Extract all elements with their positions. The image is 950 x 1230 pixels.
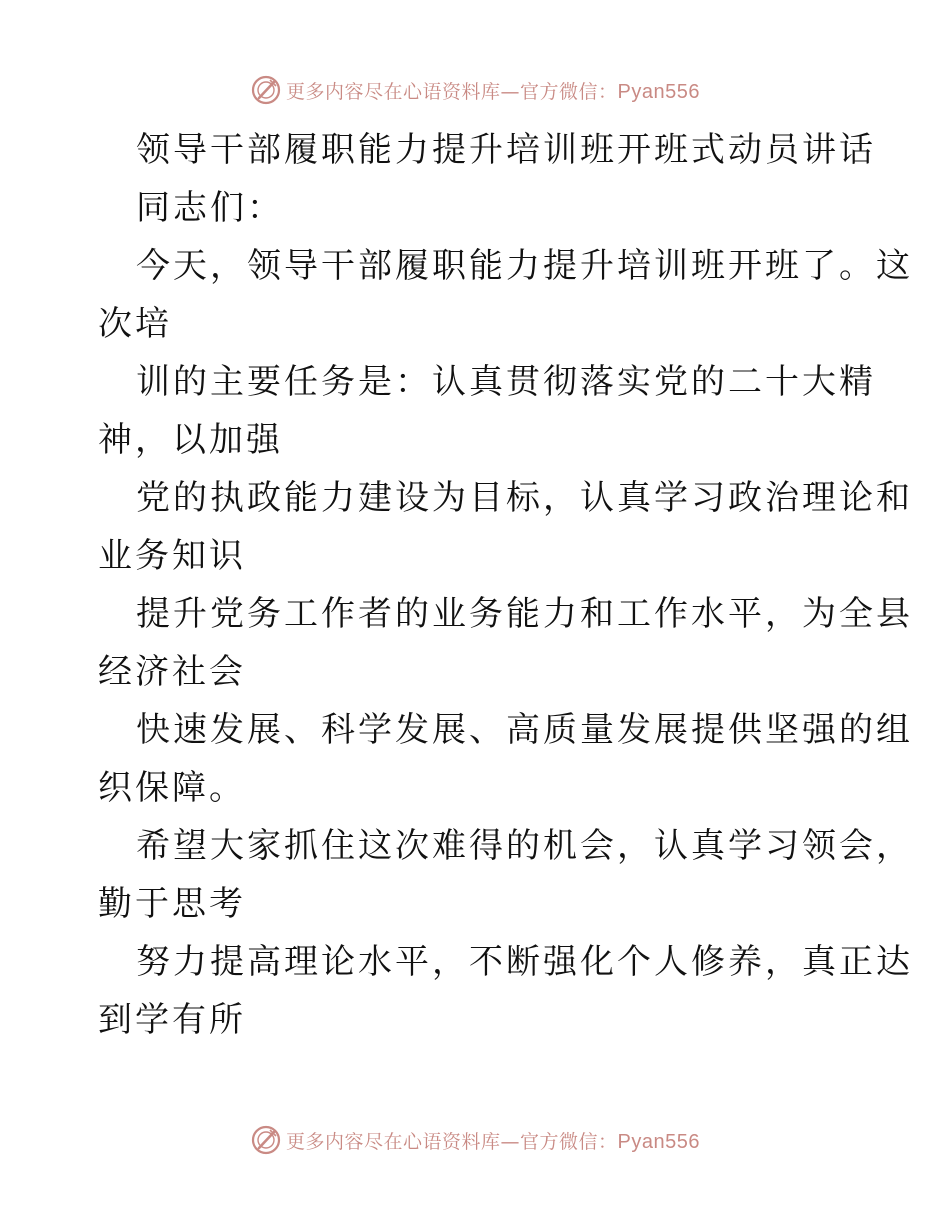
text-line: 快速发展、科学发展、高质量发展提供坚强的组	[136, 710, 913, 750]
text-line: 勤于思考	[98, 884, 246, 924]
header-watermark	[0, 70, 950, 110]
watermark-text: 更多内容尽在心语资料库—官方微信：Pyan556	[286, 1130, 700, 1153]
text-line: 努力提高理论水平，不断强化个人修养，真正达	[136, 942, 913, 982]
text-line: 业务知识	[98, 536, 246, 576]
watermark-text: 更多内容尽在心语资料库—官方微信：Pyan556	[286, 80, 700, 103]
text-line: 到学有所	[98, 1000, 246, 1040]
text-line: 党的执政能力建设为目标，认真学习政治理论和	[136, 478, 913, 518]
text-line: 织保障。	[98, 768, 246, 808]
text-line: 神，以加强	[98, 420, 283, 460]
text-line: 希望大家抓住这次难得的机会，认真学习领会，	[136, 826, 913, 866]
text-line: 提升党务工作者的业务能力和工作水平，为全县	[136, 594, 913, 634]
document-body	[98, 121, 913, 1049]
seal-logo-icon	[250, 1124, 282, 1156]
text-line: 同志们：	[136, 188, 284, 228]
seal-logo-icon	[250, 74, 282, 106]
text-line: 次培	[98, 304, 172, 344]
text-line: 训的主要任务是：认真贯彻落实党的二十大精	[136, 362, 876, 402]
text-line: 今天，领导干部履职能力提升培训班开班了。这	[136, 246, 913, 286]
watermark-handle: Pyan556	[617, 80, 700, 103]
document-title: 领导干部履职能力提升培训班开班式动员讲话	[136, 130, 876, 170]
watermark-handle: Pyan556	[617, 1130, 700, 1153]
text-line: 经济社会	[98, 652, 246, 692]
footer-watermark	[0, 1120, 950, 1160]
